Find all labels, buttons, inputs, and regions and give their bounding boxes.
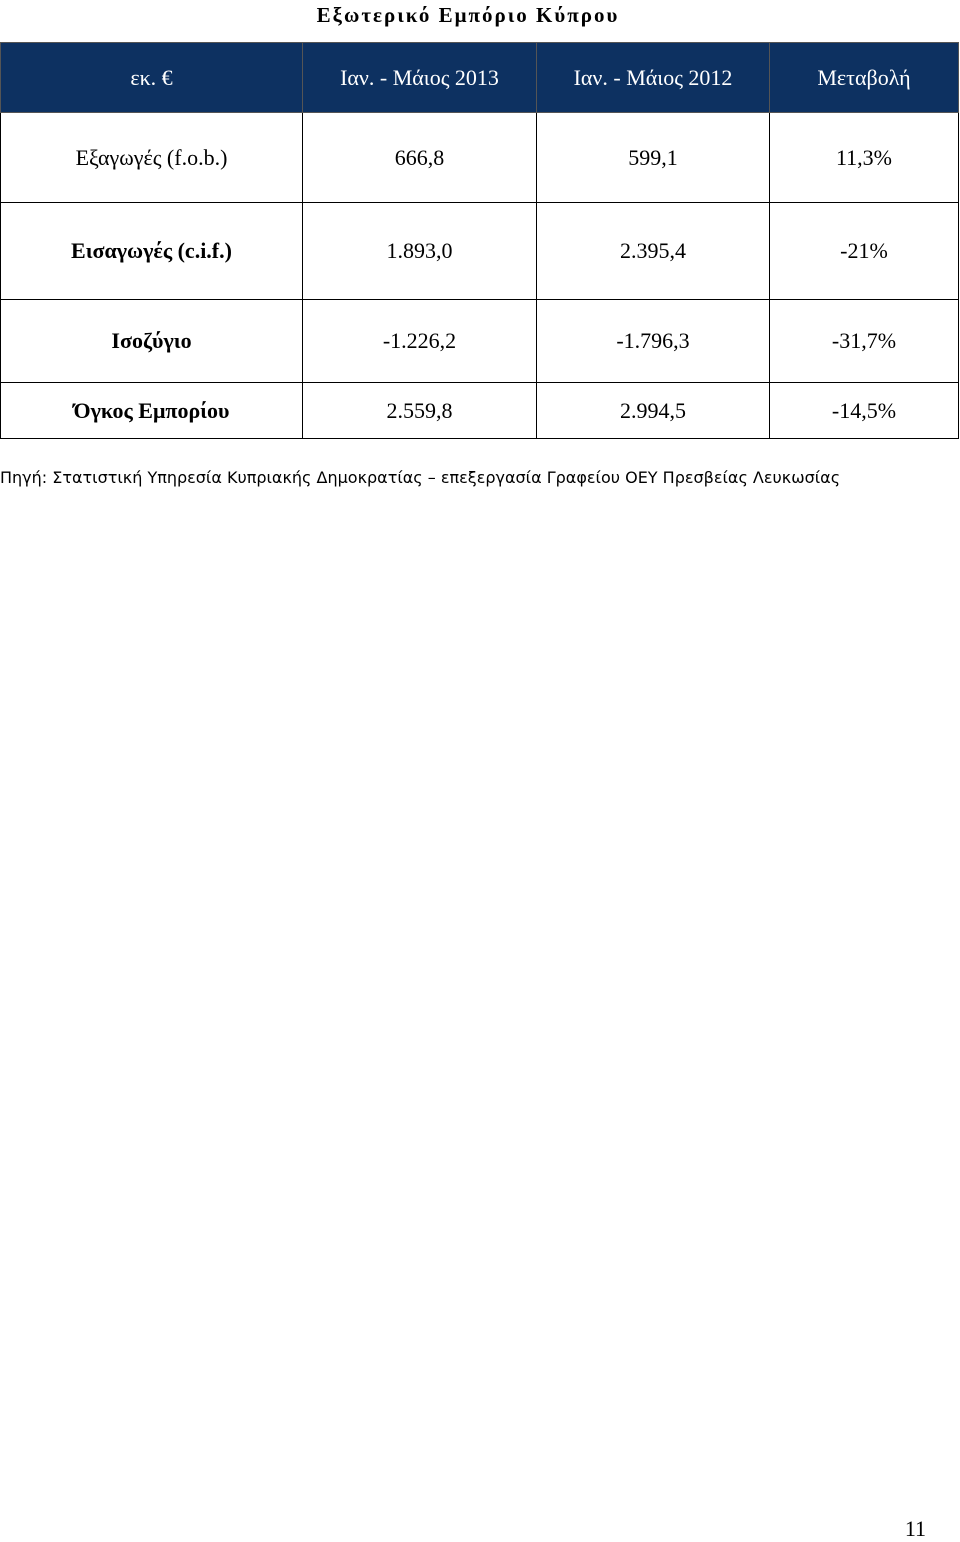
cell-change: -14,5% (770, 383, 959, 439)
cell-2012: 2.994,5 (537, 383, 770, 439)
cell-change: 11,3% (770, 113, 959, 203)
row-label-exports: Εξαγωγές (f.o.b.) (1, 113, 303, 203)
cell-2012: -1.796,3 (537, 300, 770, 383)
table-row (1, 383, 959, 439)
cell-2013: -1.226,2 (303, 300, 537, 383)
table-header-row (1, 43, 959, 113)
cell-change: -21% (770, 203, 959, 300)
row-label-volume: Όγκος Εμπορίου (1, 383, 303, 439)
source-note: Πηγή: Στατιστική Υπηρεσία Κυπριακής Δημοκρατίας – επεξεργασία Γραφείου ΟΕΥ Πρεσβείας Λευκωσίας (0, 468, 841, 487)
table-row (1, 203, 959, 300)
row-label-imports: Εισαγωγές (c.i.f.) (1, 203, 303, 300)
cell-2013: 666,8 (303, 113, 537, 203)
header-change: Μεταβολή (770, 43, 959, 113)
page-number: 11 (904, 1516, 926, 1541)
cell-change: -31,7% (770, 300, 959, 383)
cell-2012: 2.395,4 (537, 203, 770, 300)
table-row (1, 113, 959, 203)
cell-2012: 599,1 (537, 113, 770, 203)
title-text: Εξωτερικό Εμπόριο Κύπρου (316, 3, 620, 27)
cell-2013: 2.559,8 (303, 383, 537, 439)
document-title (0, 0, 960, 30)
header-2013: Ιαν. - Μάιος 2013 (303, 43, 537, 113)
cell-2013: 1.893,0 (303, 203, 537, 300)
table-row (1, 300, 959, 383)
header-unit: εκ. € (1, 43, 303, 113)
header-2012: Ιαν. - Μάιος 2012 (537, 43, 770, 113)
row-label-balance: Ισοζύγιο (1, 300, 303, 383)
trade-table (0, 42, 959, 439)
